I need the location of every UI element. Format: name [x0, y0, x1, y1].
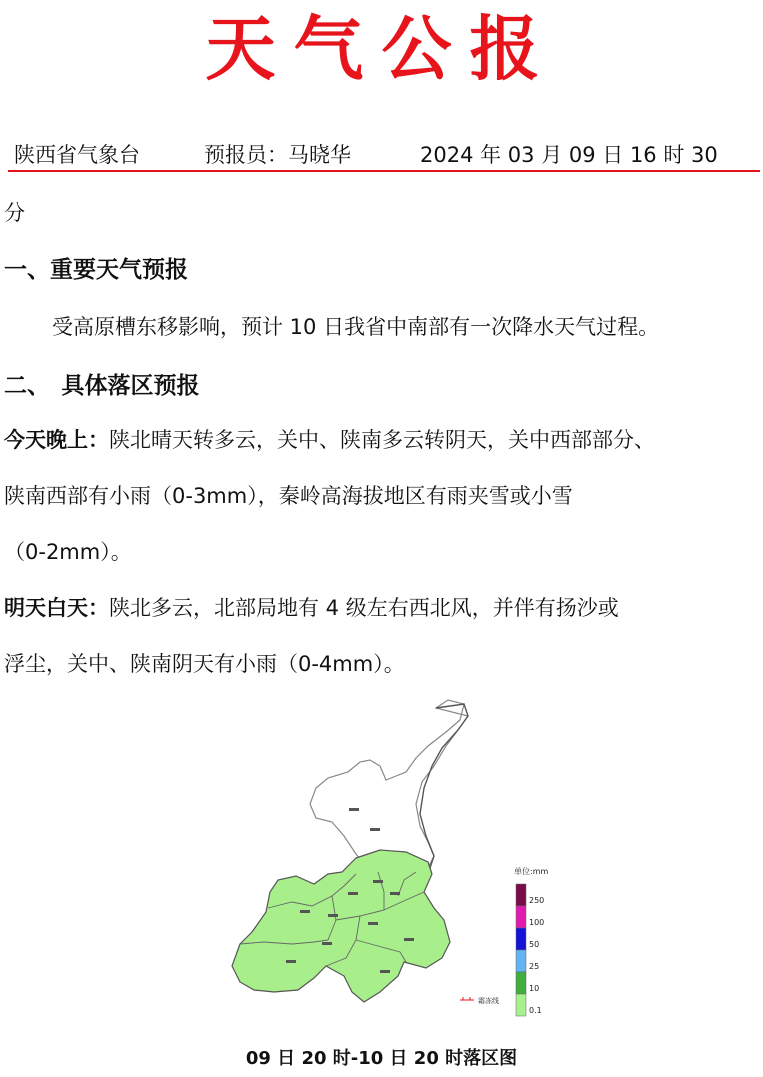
legend-swatch [516, 884, 526, 906]
tomorrow-text-1: 陕北多云，北部局地有 4 级左右西北风，并伴有扬沙或 [109, 596, 619, 620]
legend-swatch [516, 906, 526, 928]
legend [516, 884, 544, 1016]
map-svg [228, 696, 558, 1030]
section2-heading: 二、 具体落区预报 [4, 373, 200, 399]
legend-label: 10 [529, 984, 540, 993]
map-rain-area [232, 850, 450, 1002]
section1-heading: 一、重要天气预报 [4, 257, 188, 283]
bulletin-title: 天气公报 [205, 7, 558, 90]
section1-text: 受高原槽东移影响，预计 10 日我省中南部有一次降水天气过程。 [52, 315, 660, 339]
tomorrow-line-2: 浮尘，关中、陕南阴天有小雨（0-4mm）。 [4, 652, 405, 676]
tomorrow-line-1 [4, 593, 760, 623]
tonight-line-3: （0-2mm）。 [4, 540, 132, 564]
header-datetime-tail: 分 [4, 201, 25, 225]
frost-line-key [460, 996, 499, 1005]
header-forecaster: 预报员：马晓华 [204, 143, 351, 167]
legend-label: 100 [529, 918, 545, 927]
tomorrow-label: 明天白天： [4, 596, 109, 620]
precipitation-map [228, 696, 558, 1030]
legend-label: 0.1 [529, 1006, 542, 1015]
frost-line-label: 霜冻线 [478, 997, 499, 1005]
legend-label: 250 [529, 896, 545, 905]
legend-label: 50 [529, 940, 540, 949]
legend-title: 单位:mm [514, 867, 549, 876]
legend-label: 25 [529, 962, 540, 971]
header-datetime: 2024 年 03 月 09 日 16 时 30 [420, 143, 718, 167]
legend-swatch [516, 994, 526, 1016]
bulletin-header [14, 140, 754, 170]
tonight-text-1: 陕北晴天转多云，关中、陕南多云转阴天，关中西部部分、 [109, 428, 655, 452]
map-caption: 09 日 20 时-10 日 20 时落区图 [245, 1048, 518, 1069]
tonight-line-1 [4, 425, 760, 455]
legend-swatch [516, 950, 526, 972]
legend-swatch [516, 928, 526, 950]
map-region-north [310, 700, 468, 868]
header-organization: 陕西省气象台 [14, 143, 140, 167]
tonight-line-2: 陕南西部有小雨（0-3mm），秦岭高海拔地区有雨夹雪或小雪 [4, 484, 573, 508]
header-red-rule [8, 170, 760, 172]
tonight-label: 今天晚上： [4, 428, 109, 452]
legend-swatch [516, 972, 526, 994]
